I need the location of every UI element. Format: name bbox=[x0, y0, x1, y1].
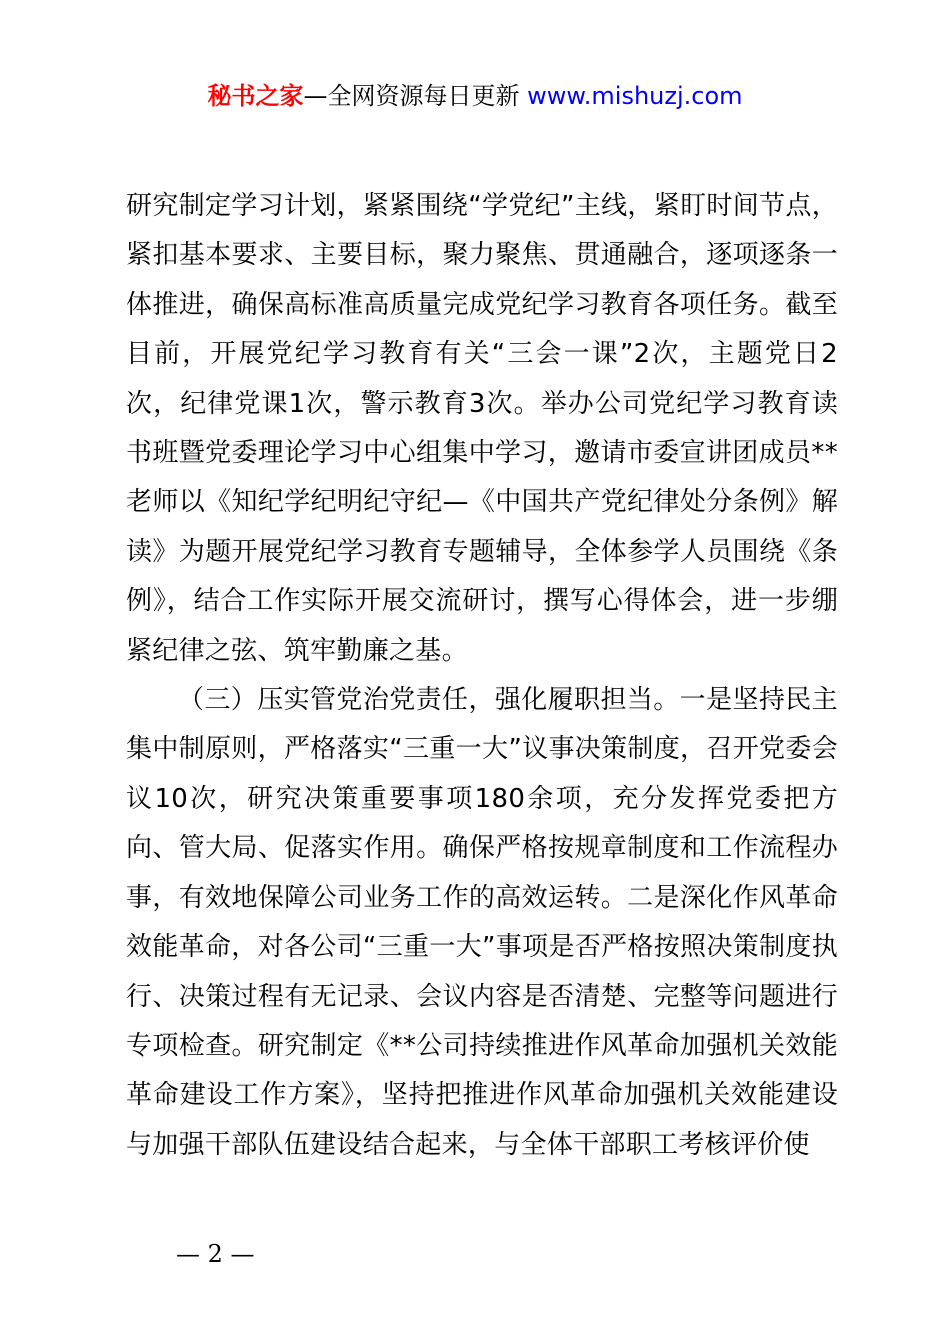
document-body bbox=[126, 182, 838, 1170]
site-tagline: —全网资源每日更新 bbox=[303, 82, 520, 110]
page-number: — 2 — bbox=[176, 1240, 255, 1268]
site-url-link[interactable]: www.mishuzj.com bbox=[527, 82, 743, 110]
page-header bbox=[0, 80, 950, 112]
paragraph-section-three: （三）压实管党治党责任，强化履职担当。一是坚持民主集中制原则，严格落实“三重一大”议事决策制度，召开党委会议10次，研究决策重要事项180余项，充分发挥党委把方向、管大局、促落实作用。确保严格按规章制度和工作流程办事，有效地保障公司业务工作的高效运转。二是深化作风革命效能革命，对各公司“三重一大”事项是否严格按照决策制度执行、决策过程有无记录、会议内容是否清楚、完整等问题进行专项检查。研究制定《**公司持续推进作风革命加强机关效能革命建设工作方案》，坚持把推进作风革命加强机关效能建设与加强干部队伍建设结合起来，与全体干部职工考核评价使 bbox=[126, 685, 838, 1160]
site-brand: 秘书之家 bbox=[207, 82, 304, 110]
paragraph-continued: 研究制定学习计划，紧紧围绕“学党纪”主线，紧盯时间节点，紧扣基本要求、主要目标，聚力聚焦、贯通融合，逐项逐条一体推进，确保高标准高质量完成党纪学习教育各项任务。截至目前，开展党纪学习教育有关“三会一课”2次，主题党日2次，纪律党课1次，警示教育3次。举办公司党纪学习教育读书班暨党委理论学习中心组集中学习，邀请市委宣讲团成员**老师以《知纪学纪明纪守纪—《中国共产党纪律处分条例》解读》为题开展党纪学习教育专题辅导，全体参学人员围绕《条例》，结合工作实际开展交流研讨，撰写心得体会，进一步绷紧纪律之弦、筑牢勤廉之基。 bbox=[126, 191, 838, 666]
